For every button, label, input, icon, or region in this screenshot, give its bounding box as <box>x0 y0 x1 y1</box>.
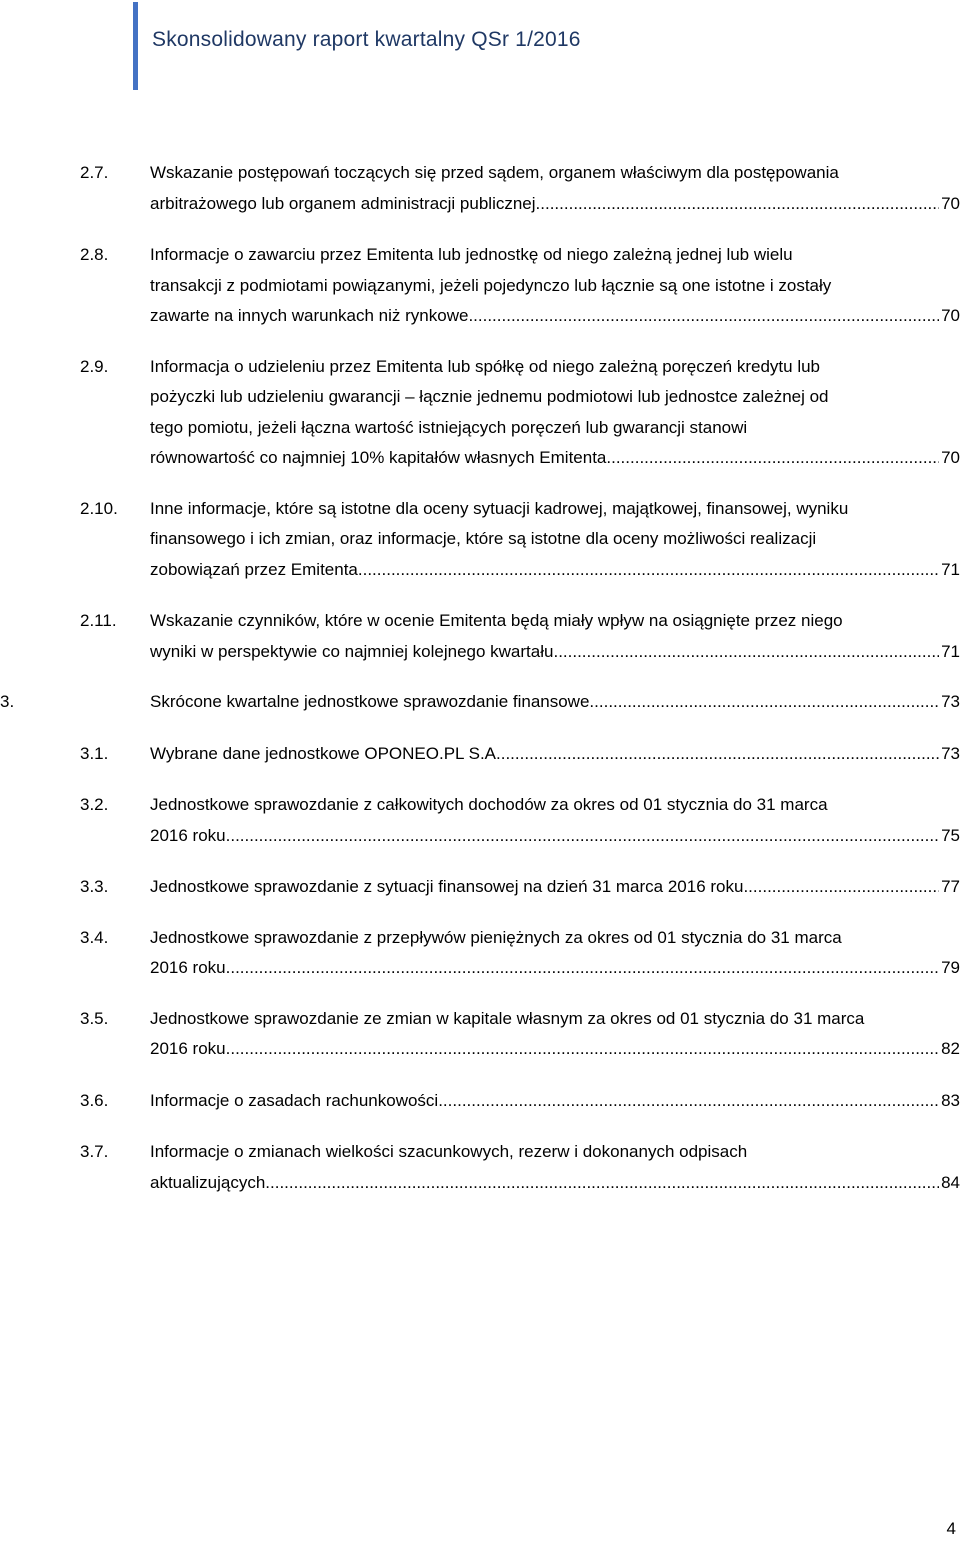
toc-entry-page: 73 <box>941 692 960 711</box>
toc-entry-number: 3.6. <box>80 1090 109 1110</box>
dot-leader <box>468 301 939 332</box>
page-number: 4 <box>946 1519 956 1538</box>
toc-entry[interactable] <box>0 1086 960 1117</box>
dot-leader <box>438 1086 939 1117</box>
toc-entry[interactable] <box>0 1137 960 1198</box>
dot-leader <box>606 443 939 474</box>
toc-entry-page: 73 <box>941 743 960 763</box>
toc-entry-page: 70 <box>941 306 960 325</box>
toc-entry-line: Informacje o zawarciu przez Emitenta lub jednostkę od niego zależną jednej lub wielu <box>150 245 793 264</box>
dot-leader <box>226 821 939 852</box>
toc-entry-line: Jednostkowe sprawozdanie ze zmian w kapitale własnym za okres od 01 stycznia do 31 marca <box>150 1008 865 1028</box>
toc-entry-line: transakcji z podmiotami powiązanymi, jeżeli pojedynczo lub łącznie są one istotne i zostały <box>150 275 832 295</box>
toc-entry-title: 2016 roku <box>150 825 226 845</box>
toc-entry-number: 3.3. <box>80 877 109 896</box>
toc-entry-title: aktualizujących <box>150 1172 266 1192</box>
dot-leader <box>536 189 940 220</box>
dot-leader <box>226 1034 939 1065</box>
toc-entry-page: 79 <box>941 958 960 977</box>
toc-entry-number: 2.9. <box>80 356 109 376</box>
toc-entry-number: 2.11. <box>80 611 117 630</box>
toc-entry-number: 3.4. <box>80 927 109 947</box>
header-title: Skonsolidowany raport kwartalny QSr 1/2016 <box>152 28 581 51</box>
toc-entry[interactable] <box>0 739 960 770</box>
dot-leader <box>553 637 939 668</box>
toc-entry-line: tego pomiotu, jeżeli łączna wartość istniejących poręczeń lub gwarancji stanowi <box>150 417 748 437</box>
toc-entry-line: pożyczki lub udzieleniu gwarancji – łącznie jednemu podmiotowi lub jednostce zależnej od <box>150 387 829 406</box>
toc-entry-line: Wskazanie postępowań toczących się przed sądem, organem właściwym dla postępowania <box>150 163 839 182</box>
toc-entry-page: 83 <box>941 1090 960 1110</box>
toc-entry[interactable] <box>0 606 960 667</box>
toc-entry[interactable] <box>0 790 960 851</box>
toc-entry[interactable] <box>0 687 960 718</box>
dot-leader <box>265 1168 939 1199</box>
toc-entry-line: Wskazanie czynników, które w ocenie Emitenta będą miały wpływ na osiągnięte przez niego <box>150 611 843 630</box>
toc-entry-line: Jednostkowe sprawozdanie z całkowitych dochodów za okres od 01 stycznia do 31 marca <box>150 795 828 814</box>
toc-entry-number: 3.5. <box>80 1008 109 1028</box>
toc-entry-line: Jednostkowe sprawozdanie z przepływów pieniężnych za okres od 01 stycznia do 31 marca <box>150 927 842 947</box>
toc-entry-title: Informacje o zasadach rachunkowości <box>150 1090 439 1110</box>
toc-entry[interactable] <box>0 923 960 984</box>
dot-leader <box>589 687 939 718</box>
toc-entry-title: równowartość co najmniej 10% kapitałów własnych Emitenta <box>150 448 607 467</box>
table-of-contents <box>0 158 960 1219</box>
toc-entry-number: 2.7. <box>80 163 109 182</box>
toc-entry-title: 2016 roku <box>150 1039 226 1058</box>
toc-entry-title: Jednostkowe sprawozdanie z sytuacji finansowej na dzień 31 marca 2016 roku <box>150 877 744 896</box>
toc-entry-line: Inne informacje, które są istotne dla oceny sytuacji kadrowej, majątkowej, finansowej, wyniku <box>150 498 849 518</box>
toc-entry-page: 75 <box>941 825 960 845</box>
toc-entry-number: 3. <box>0 692 15 711</box>
toc-entry-page: 70 <box>941 193 960 213</box>
toc-entry-page: 71 <box>941 559 960 579</box>
toc-entry-number: 3.2. <box>80 795 109 814</box>
toc-entry-page: 84 <box>941 1172 960 1192</box>
header-accent-bar <box>133 2 138 90</box>
toc-entry-title: wyniki w perspektywie co najmniej kolejnego kwartału <box>150 641 554 661</box>
toc-entry-title: arbitrażowego lub organem administracji publicznej <box>150 193 536 213</box>
toc-entry-title: zobowiązań przez Emitenta <box>150 559 358 579</box>
toc-entry-page: 70 <box>941 448 960 467</box>
toc-entry-title: 2016 roku <box>150 958 226 977</box>
toc-entry[interactable] <box>0 494 960 586</box>
toc-entry-number: 3.1. <box>80 743 109 763</box>
dot-leader <box>501 739 939 770</box>
toc-entry[interactable] <box>0 1004 960 1065</box>
toc-entry-page: 77 <box>941 877 960 896</box>
toc-entry-number: 2.10. <box>80 498 118 518</box>
toc-entry[interactable] <box>0 158 960 219</box>
toc-entry-title: Skrócone kwartalne jednostkowe sprawozdanie finansowe <box>150 692 590 711</box>
toc-entry-number: 2.8. <box>80 245 109 264</box>
toc-entry-number: 3.7. <box>80 1142 109 1161</box>
toc-entry[interactable] <box>0 240 960 332</box>
dot-leader <box>358 555 939 586</box>
toc-entry-line: Informacja o udzieleniu przez Emitenta lub spółkę od niego zależną poręczeń kredytu lub <box>150 356 821 376</box>
toc-entry[interactable] <box>0 352 960 474</box>
toc-entry[interactable] <box>0 872 960 903</box>
toc-entry-page: 71 <box>941 641 960 661</box>
toc-entry-title: Wybrane dane jednostkowe OPONEO.PL S.A. <box>150 743 501 763</box>
toc-entry-page: 82 <box>941 1039 960 1058</box>
toc-entry-line: Informacje o zmianach wielkości szacunkowych, rezerw i dokonanych odpisach <box>150 1142 748 1161</box>
toc-entry-line: finansowego i ich zmian, oraz informacje, które są istotne dla oceny możliwości realizacji <box>150 529 817 548</box>
toc-entry-title: zawarte na innych warunkach niż rynkowe <box>150 306 469 325</box>
dot-leader <box>743 872 939 903</box>
dot-leader <box>226 953 939 984</box>
